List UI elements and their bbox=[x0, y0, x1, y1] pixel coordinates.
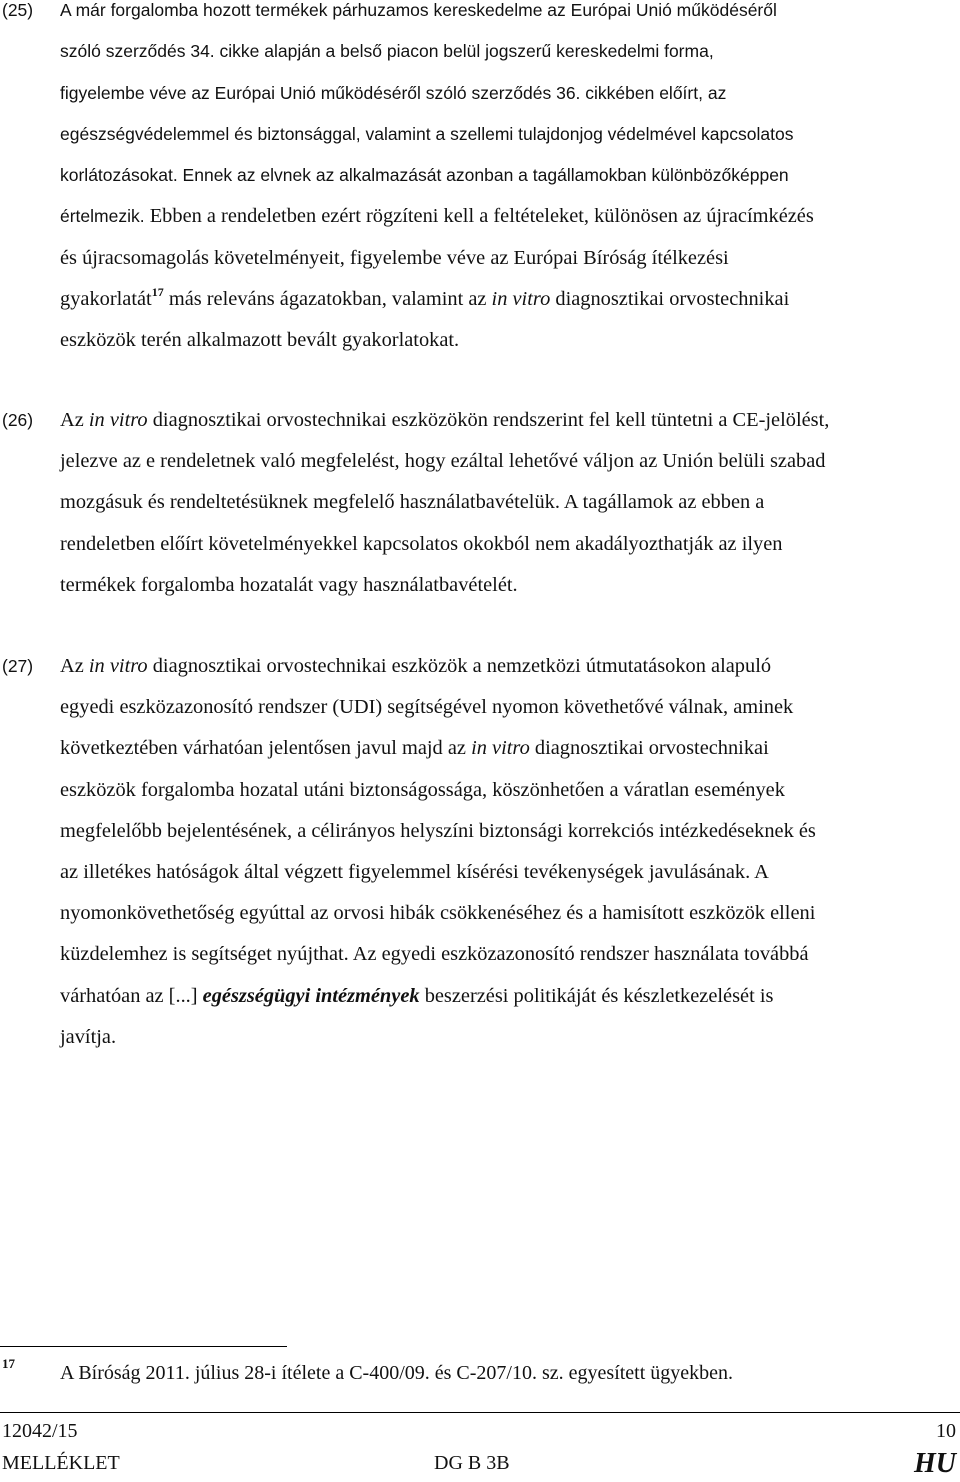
language-code: HU bbox=[914, 1448, 956, 1479]
text-fragment: diagnosztikai orvostechnikai eszközök a nemzetközi útmutatásokon alapuló bbox=[152, 655, 772, 677]
text-line: mozgásuk és rendeltetésüknek megfelelő használatbavételük. A tagállamok az ebben a bbox=[60, 491, 765, 514]
paragraph-text bbox=[60, 0, 955, 362]
text-line: korlátozásokat. Ennek az elvnek az alkalmazását azonban a tagállamokban különbözőképpen bbox=[60, 165, 789, 186]
footnote-separator bbox=[0, 1346, 287, 1347]
italic-term: in vitro bbox=[88, 409, 148, 431]
text-line: rendeletben előírt követelményekkel kapcsolatos okokból nem akadályozthatják az ilyen bbox=[60, 532, 783, 555]
text-fragment: gyakorlatát bbox=[60, 288, 152, 311]
document-number: 12042/15 bbox=[2, 1420, 78, 1442]
text-line: javítja. bbox=[60, 1025, 117, 1048]
text-line: figyelembe véve az Európai Unió működéséről szóló szerződés 36. cikkében előírt, az bbox=[60, 82, 727, 103]
text-line: az illetékes hatóságok által végzett figyelemmel kísérési tevékenységek javulásának. A bbox=[60, 861, 769, 884]
footnote-text: A Bíróság 2011. július 28-i ítélete a C-400/09. és C-207/10. sz. egyesített ügyekben. bbox=[60, 1362, 734, 1384]
text-fragment: következtében várhatóan jelentősen javul majd az bbox=[60, 737, 466, 760]
text-fragment: más releváns ágazatokban, valamint az bbox=[168, 288, 487, 311]
text-fragment: Ebben a rendeletben ezért rögzíteni kell a feltételeket, különösen az újracímkézés bbox=[149, 205, 814, 228]
page-footer bbox=[0, 1414, 960, 1482]
text-line: szóló szerződés 34. cikke alapján a belső piacon belül jogszerű kereskedelmi forma, bbox=[60, 41, 714, 62]
text-line: eszközök terén alkalmazott bevált gyakorlatokat. bbox=[60, 329, 460, 352]
paragraph-text bbox=[60, 646, 955, 1058]
text-line: és újracsomagolás követelményeit, figyelembe véve az Európai Bíróság ítélkezési bbox=[60, 246, 729, 269]
annex-label: MELLÉKLET bbox=[2, 1452, 120, 1474]
footnote-mark: 17 bbox=[2, 1356, 15, 1371]
text-line: egyedi eszközazonosító rendszer (UDI) segítségével nyomon követhetővé válnak, aminek bbox=[60, 696, 794, 719]
text-line: megfelelőbb bejelentésének, a célirányos helyszíni biztonsági korrekciós intézkedéseknek és bbox=[60, 819, 816, 842]
page-number: 10 bbox=[936, 1420, 956, 1442]
emphasized-term: egészségügyi intézmények bbox=[202, 984, 420, 1007]
italic-term: in vitro bbox=[471, 737, 530, 760]
text-line: A már forgalomba hozott termékek párhuzamos kereskedelme az Európai Unió működéséről bbox=[60, 0, 777, 20]
text-fragment: diagnosztikai orvostechnikai bbox=[555, 288, 790, 311]
paragraph-number: (27) bbox=[2, 656, 34, 676]
text-line: jelezve az e rendeletnek való megfelelést, hogy ezáltal lehetővé váljon az Unión belüli szabad bbox=[60, 450, 826, 473]
paragraph-text bbox=[60, 400, 955, 606]
department-code: DG B 3B bbox=[434, 1452, 510, 1474]
text-line: eszközök forgalomba hozatal utáni biztonságossága, köszönhetően a váratlan események bbox=[60, 778, 785, 801]
italic-term: in vitro bbox=[491, 288, 551, 311]
paragraph-number: (26) bbox=[2, 410, 34, 430]
text-fragment: várhatóan az [...] bbox=[60, 984, 198, 1007]
text-line: nyomonkövethetőség egyúttal az orvosi hibák csökkenéséhez és a hamisított eszközök elleni bbox=[60, 902, 816, 925]
text-fragment: diagnosztikai orvostechnikai bbox=[534, 737, 769, 760]
footer-separator bbox=[0, 1412, 960, 1413]
text-line: küzdelemhez is segítséget nyújthat. Az egyedi eszközazonosító rendszer használata továbbá bbox=[60, 943, 809, 966]
text-line: termékek forgalomba hozatalát vagy használatbavételét. bbox=[60, 573, 518, 596]
text-fragment: Az bbox=[60, 409, 84, 431]
text-fragment: diagnosztikai orvostechnikai eszközökön rendszerint fel kell tüntetni a CE-jelölést, bbox=[152, 409, 830, 431]
italic-term: in vitro bbox=[88, 655, 148, 677]
paragraph-number: (25) bbox=[2, 0, 34, 20]
footnote-ref[interactable]: 17 bbox=[151, 285, 164, 300]
text-fragment: beszerzési politikáját és készletkezelését is bbox=[424, 984, 774, 1007]
text-fragment: értelmezik. bbox=[60, 206, 145, 227]
text-line: egészségvédelemmel és biztonsággal, valamint a szellemi tulajdonjog védelmével kapcsolatos bbox=[60, 123, 794, 144]
text-fragment: Az bbox=[60, 655, 84, 677]
